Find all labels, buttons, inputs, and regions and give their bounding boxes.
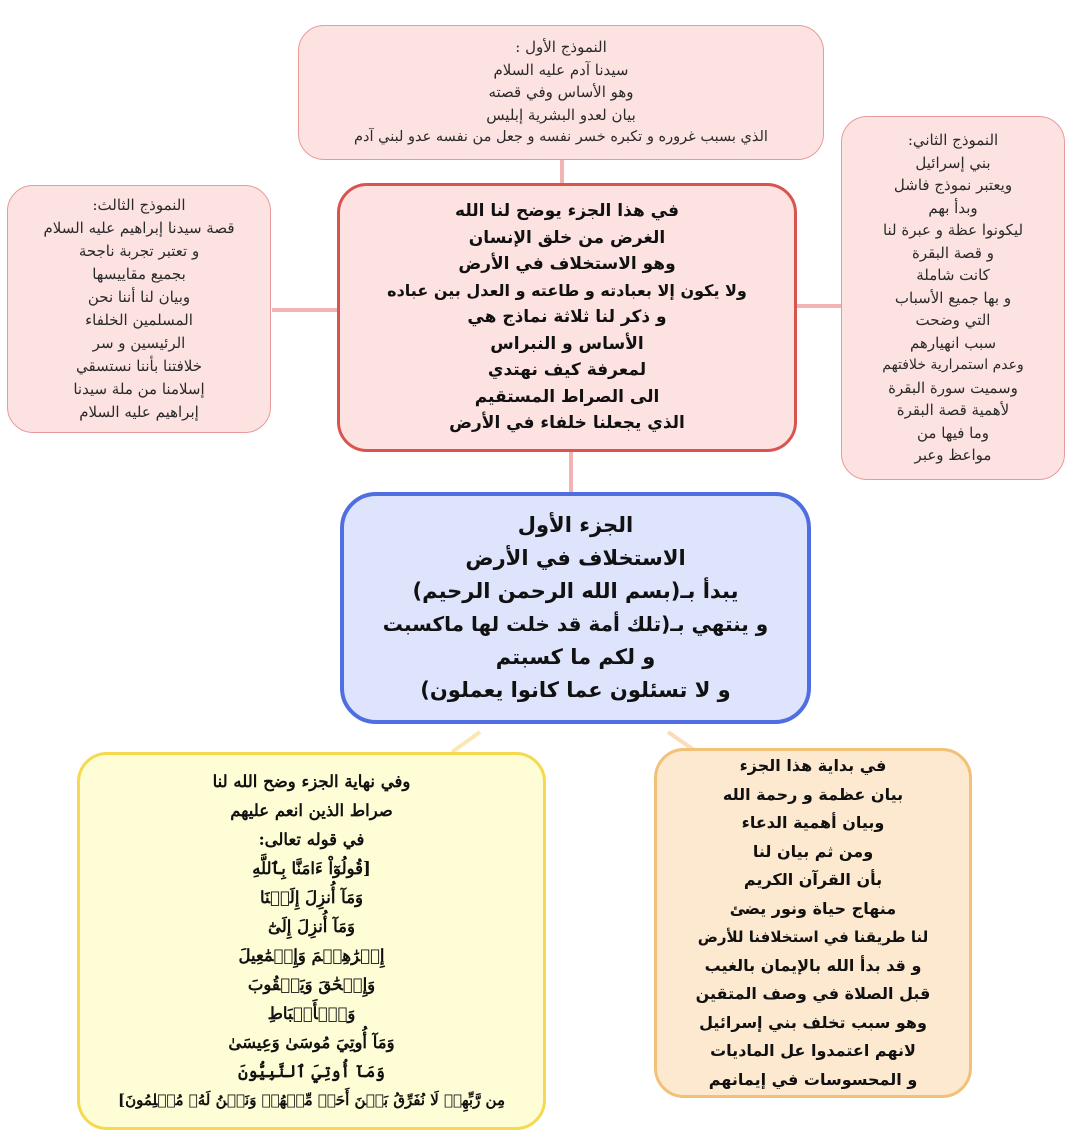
start-of-part-line: بأن القرآن الكريم [743,870,883,889]
model-2-box [841,116,1065,480]
end-of-part-line: إِبۡرَٰهِـۧمَ وَإِسۡمَٰعِيلَ [238,946,385,965]
model-2-line: ليكونوا عظة و عبرة لنا [882,221,1024,240]
center-topic-line: الى الصراط المستقيم [474,386,660,407]
model-2-line: مواعظ وعبر [914,446,992,465]
end-of-part-line: وَٱلۡأَسۡبَاطِ [267,1004,356,1023]
start-of-part-line: وهو سبب تخلف بني إسرائيل [699,1012,927,1032]
model-2-line: النموذج الثاني: [907,131,999,150]
start-of-part-line: ومن ثم بيان لنا [752,841,874,861]
center-topic-line: الذي يجعلنا خلفاء في الأرض [449,413,685,434]
model-2-line: بني إسرائيل [915,153,991,172]
center-topic-line: في هذا الجزء يوضح لنا الله [455,201,679,222]
end-of-part-line: صراط الذين انعم عليهم [230,801,393,820]
start-of-part-line: منهاج حياة ونور يضئ [729,898,897,918]
main-topic-line: يبدأ بـ(بسم الله الرحمن الرحيم) [412,579,739,603]
main-topic-line: و لكم ما كسبتم [495,645,656,669]
end-of-part-line: وَمَآ أُوتِيَ مُوسَىٰ وَعِيسَىٰ [228,1033,395,1052]
center-topic-line: لمعرفة كيف نهتدي [487,360,647,381]
model-3-line: و تعتبر تجربة ناجحة [78,242,200,260]
center-topic-line: ولا يكون إلا بعبادته و طاعته و العدل بين عباده [387,280,747,300]
model-3-line: بجميع مقاييسها [92,265,186,283]
main-topic-line: الاستخلاف في الأرض [465,546,686,570]
model-1-line: الذي بسبب غروره و تكبره خسر نفسه و جعل من نفسه عدو لبني آدم [354,129,768,146]
model-1-line: سيدنا آدم عليه السلام [493,60,629,79]
start-of-part-box [654,748,972,1098]
end-of-part-line: وَإِسۡحَٰقَ وَيَعۡقُوبَ [247,975,376,994]
start-of-part-line: و المحسوسات في إيمانهم [708,1069,918,1089]
connector-main-end [452,732,480,752]
model-2-line: لأهمية قصة البقرة [896,401,1010,420]
center-topic-line: الغرض من خلق الإنسان [468,227,666,248]
model-3-line: خلافتنا بأننا نستسقي [75,357,203,375]
start-of-part-line: في بداية هذا الجزء [739,756,887,775]
start-of-part-line: قبل الصلاة في وصف المتقين [695,984,931,1003]
end-of-part-line: وَمَآ أُنزِلَ إِلَيۡنَا [260,888,364,907]
model-2-line: وما فيها من [916,423,990,442]
end-of-part-line: في قوله تعالى: [258,830,365,849]
model-3-line: وبيان لنا أننا نحن [87,288,191,306]
main-topic-line: الجزء الأول [517,513,634,537]
end-of-part-line: وَمَآ أُوتِيَ ٱلنَّبِيُّونَ [238,1062,385,1081]
end-of-part-line: مِن رَّبِّهِمۡ لَا نُفَرِّقُ بَيۡنَ أَحَدٖ مِّنۡهُمۡ وَنَحۡنُ لَهُۥ مُسۡلِمُونَ] [118,1091,506,1109]
start-of-part-line: بيان عظمة و رحمة الله [722,784,904,804]
center-topic-line: الأساس و النبراس [490,333,644,354]
start-of-part-line: لنا طريقنا في استخلافنا للأرض [697,928,929,946]
model-2-line: ويعتبر نموذج فاشل [893,176,1013,195]
model-2-line: كانت شاملة [916,266,990,285]
model-1-line: بيان لعدو البشرية إبليس [486,105,636,124]
main-topic-line: و ينتهي بـ(تلك أمة قد خلت لها ماكسبت [382,612,769,636]
center-topic-line: وهو الاستخلاف في الأرض [458,254,676,275]
model-2-line: و بها جميع الأسباب [894,288,1012,307]
end-of-part-line: وفي نهاية الجزء وضح الله لنا [212,772,411,791]
model-1-box [298,25,824,160]
model-1-line: وهو الأساس وفي قصته [488,83,634,102]
model-2-line: وبدأ بهم [928,198,978,217]
model-3-line: الرئيسين و سر [92,334,186,352]
model-2-line: سبب انهيارهم [909,333,997,352]
model-3-line: قصة سيدنا إبراهيم عليه السلام [43,219,235,237]
start-of-part-line: لانهم اعتمدوا عل الماديات [710,1041,916,1060]
end-of-part-line: [قُولُوٓاْ ءَامَنَّا بِٱللَّهِ [252,859,371,878]
model-3-line: إبراهيم عليه السلام [79,403,199,421]
model-2-line: و قصة البقرة [912,243,994,262]
model-3-box [7,185,271,433]
model-2-line: التي وضحت [915,311,991,330]
center-topic-box [337,183,797,452]
start-of-part-line: و قد بدأ الله بالإيمان بالغيب [704,955,922,975]
model-2-line: وعدم استمرارية خلافتهم [882,357,1024,374]
model-3-line: المسلمين الخلفاء [85,311,193,329]
model-3-line: النموذج الثالث: [92,196,186,214]
center-topic-line: و ذكر لنا ثلاثة نماذج هي [467,307,667,328]
model-1-line: النموذج الأول : [515,38,607,57]
model-3-line: إسلامنا من ملة سيدنا [73,380,205,398]
end-of-part-box [77,752,546,1130]
start-of-part-line: وبيان أهمية الدعاء [741,813,885,832]
end-of-part-line: وَمَآ أُنزِلَ إِلَىٰٓ [268,917,355,936]
model-2-line: وسميت سورة البقرة [888,378,1018,397]
main-topic-line: و لا تسئلون عما كانوا يعملون) [420,678,731,702]
main-topic-box [340,492,811,724]
